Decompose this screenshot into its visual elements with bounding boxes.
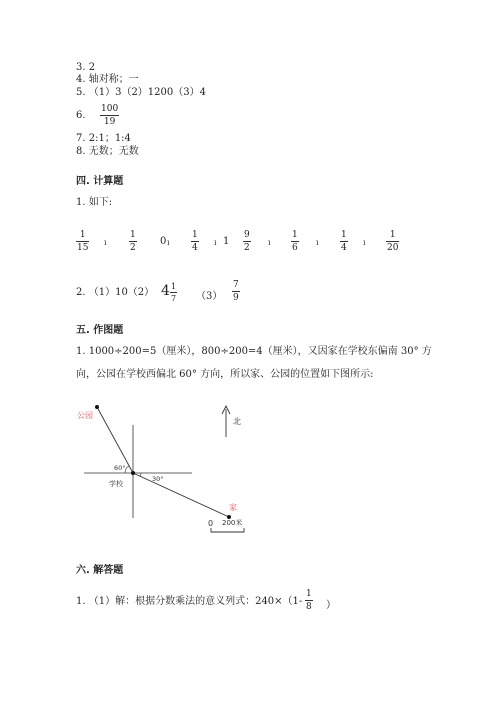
angle-30-label: 30° bbox=[152, 475, 164, 483]
fraction-numerator: 1 bbox=[341, 230, 347, 240]
separator-mark: ı bbox=[316, 238, 319, 247]
fraction-item bbox=[305, 589, 313, 612]
fraction-numerator: 1 bbox=[306, 589, 312, 599]
section-4-q2: 2. （1）10（2） bbox=[76, 287, 155, 298]
inline-one: 1 bbox=[223, 236, 230, 247]
separator-mark: ı bbox=[104, 238, 107, 247]
north-label: 北 bbox=[233, 417, 241, 426]
answer-3: 3. 2 bbox=[76, 62, 96, 73]
closing-paren: ） bbox=[326, 600, 336, 611]
park-label: 公园 bbox=[77, 411, 93, 420]
mixed-number-integer: 4 bbox=[161, 283, 170, 299]
park-point bbox=[95, 405, 99, 409]
fraction-denominator: 7 bbox=[171, 294, 177, 303]
fraction-denominator: 2 bbox=[130, 243, 136, 253]
answer-6-label: 6. bbox=[76, 110, 86, 121]
scale-distance-label: 200米 bbox=[222, 519, 243, 527]
separator-mark: ı bbox=[214, 238, 217, 247]
section-5-heading: 五. 作图题 bbox=[76, 325, 124, 336]
answer-7: 7. 2:1；1:4 bbox=[76, 133, 131, 144]
q2-part3-label: （3） bbox=[196, 291, 223, 302]
fraction-denominator: 4 bbox=[341, 243, 347, 253]
section-6-q1: 1. （1）解：根据分数乘法的意义列式：240×（1- bbox=[76, 596, 303, 607]
fraction-denominator: 4 bbox=[192, 243, 198, 253]
inline-zero: 0 bbox=[160, 236, 167, 247]
fraction-bar bbox=[305, 600, 313, 601]
fraction-denominator: 8 bbox=[306, 602, 312, 612]
fraction-numerator: 100 bbox=[101, 104, 119, 114]
answer-4: 4. 轴对称；一 bbox=[76, 74, 139, 85]
separator-mark: ı bbox=[363, 238, 366, 247]
fraction-denominator: 19 bbox=[103, 117, 116, 127]
fraction-denominator: 2 bbox=[244, 243, 250, 253]
fraction-denominator: 15 bbox=[77, 243, 89, 253]
fraction-denominator: 6 bbox=[292, 243, 298, 253]
fraction-denominator: 9 bbox=[233, 293, 239, 303]
section-4-q1: 1. 如下: bbox=[76, 197, 113, 208]
fraction-numerator: 7 bbox=[233, 280, 239, 290]
scale-zero-label: 0 bbox=[208, 519, 214, 528]
section-6-heading: 六. 解答题 bbox=[76, 565, 124, 576]
separator-mark: ı bbox=[167, 238, 170, 247]
fraction-numerator: 1 bbox=[79, 230, 86, 240]
fraction-numerator: 1 bbox=[171, 282, 177, 291]
angle-60-label: 60° bbox=[114, 464, 126, 472]
answer-5: 5. （1）3（2）1200（3）4 bbox=[76, 87, 206, 98]
fraction-denominator: 20 bbox=[387, 243, 399, 253]
school-label: 学校 bbox=[109, 480, 123, 488]
scale-bar bbox=[211, 528, 244, 532]
fraction-numerator: 1 bbox=[389, 230, 396, 240]
school-point bbox=[131, 471, 135, 475]
line-to-home bbox=[133, 473, 229, 517]
fraction-numerator: 9 bbox=[244, 230, 250, 240]
separator-mark: ı bbox=[268, 238, 271, 247]
fraction-numerator: 1 bbox=[292, 230, 298, 240]
section-4-heading: 四. 计算题 bbox=[76, 176, 124, 187]
section-5-line-2: 向，公园在学校西偏北 60° 方向，所以家、公园的位置如下图所示: bbox=[76, 369, 374, 380]
answer-8: 8. 无数；无数 bbox=[76, 146, 139, 157]
section-5-line-1: 1. 1000÷200=5（厘米），800÷200=4（厘米），又因家在学校东偏南 30° 方 bbox=[76, 346, 432, 357]
fraction-numerator: 1 bbox=[192, 230, 198, 240]
fraction-numerator: 1 bbox=[130, 230, 136, 240]
home-label: 家 bbox=[229, 503, 237, 512]
angle-arc-60 bbox=[125, 466, 129, 473]
